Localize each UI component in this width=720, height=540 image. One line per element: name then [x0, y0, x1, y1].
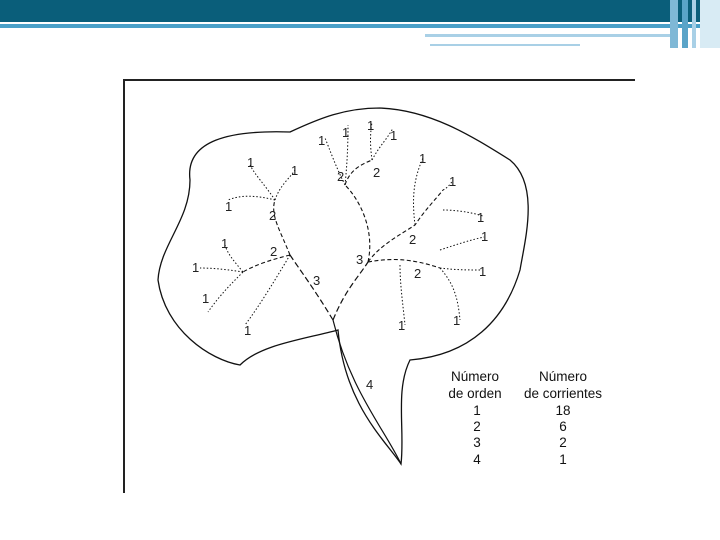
stream-order-3-right — [333, 262, 368, 320]
stream-order-2-f — [345, 160, 372, 185]
stream-label: 1 — [318, 133, 326, 148]
table-cell-count: 1 — [559, 452, 567, 467]
stream-label: 1 — [449, 174, 457, 189]
stream-order-3-left — [290, 255, 333, 320]
table-header-col2-line2: de corrientes — [523, 386, 603, 401]
table-header-col1-line1: Número — [450, 369, 500, 384]
stream-order-1 — [400, 265, 405, 325]
stream-order-2-d — [368, 190, 443, 262]
stream-label: 1 — [419, 151, 427, 166]
stream-label: 1 — [247, 155, 255, 170]
stream-order-1 — [200, 268, 243, 272]
stream-order-1 — [250, 165, 275, 200]
table-cell-count: 18 — [555, 403, 571, 418]
stream-label: 1 — [390, 128, 398, 143]
stream-label: 3 — [313, 273, 321, 288]
stream-label: 1 — [479, 264, 487, 279]
stream-order-table — [448, 369, 602, 467]
stream-order-1 — [245, 255, 290, 325]
stream-label: 1 — [342, 125, 350, 140]
table-cell-order: 1 — [473, 403, 481, 418]
stream-label: 1 — [453, 313, 461, 328]
stream-label: 1 — [221, 236, 229, 251]
table-cell-order: 4 — [473, 452, 481, 467]
stream-label: 1 — [244, 323, 252, 338]
table-cell-count: 2 — [559, 435, 567, 450]
stream-label: 2 — [409, 232, 417, 247]
stream-label: 1 — [202, 291, 210, 306]
stream-label: 1 — [477, 210, 485, 225]
stream-label: 2 — [270, 244, 278, 259]
stream-order-1 — [208, 272, 243, 312]
stream-order-1 — [440, 268, 482, 270]
stream-label: 2 — [414, 266, 422, 281]
table-header-col1-line2: de orden — [448, 386, 502, 401]
stream-label: 4 — [366, 377, 374, 392]
table-cell-order: 2 — [473, 419, 481, 434]
stream-label: 2 — [373, 165, 381, 180]
stream-label: 1 — [192, 260, 200, 275]
stream-label: 3 — [356, 252, 364, 267]
table-header-col2-line1: Número — [538, 369, 588, 384]
stream-label: 1 — [367, 118, 375, 133]
stream-label: 2 — [337, 169, 345, 184]
table-cell-count: 6 — [559, 419, 567, 434]
stream-order-4 — [333, 320, 401, 464]
stream-order-labels — [192, 118, 488, 392]
stream-label: 1 — [291, 163, 299, 178]
stream-order-2-b — [243, 255, 290, 272]
stream-order-2-e — [368, 260, 440, 268]
table-cell-order: 3 — [473, 435, 481, 450]
stream-order-2-c — [345, 185, 370, 262]
stream-label: 1 — [225, 199, 233, 214]
stream-label: 1 — [398, 318, 406, 333]
stream-order-1 — [440, 237, 484, 250]
stream-label: 1 — [481, 229, 489, 244]
stream-label: 2 — [269, 208, 277, 223]
stream-order-1 — [228, 196, 275, 200]
